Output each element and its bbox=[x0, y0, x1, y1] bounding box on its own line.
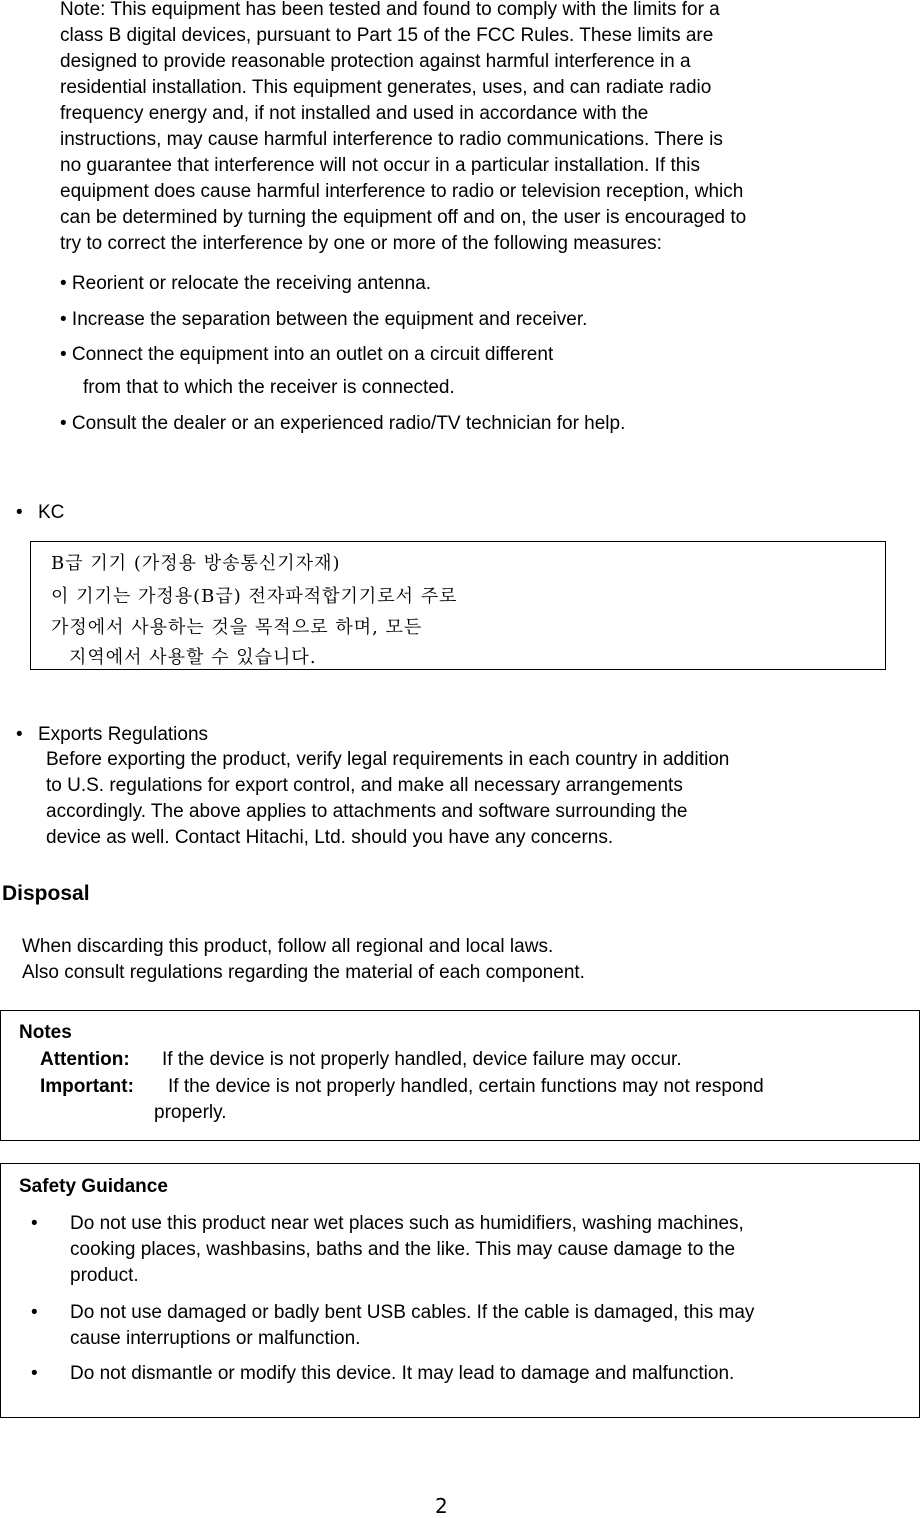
safety-title: Safety Guidance bbox=[19, 1176, 168, 1197]
exports-line: Before exporting the product, verify legal requirements in each country in addition bbox=[46, 749, 730, 770]
kc-notice-box bbox=[30, 541, 886, 670]
exports-paragraph bbox=[46, 747, 729, 851]
fcc-line: try to correct the interference by one or more of the following measures: bbox=[60, 233, 662, 254]
notes-important-text-cont: properly. bbox=[154, 1102, 227, 1123]
fcc-line: class B digital devices, pursuant to Part 15 of the FCC Rules. These limits are bbox=[60, 25, 714, 46]
safety-line: Do not dismantle or modify this device. It may lead to damage and malfunction. bbox=[70, 1363, 735, 1384]
fcc-line: Note: This equipment has been tested and found to comply with the limits for a bbox=[60, 0, 720, 20]
exports-heading: Exports Regulations bbox=[38, 724, 209, 745]
safety-line: product. bbox=[70, 1265, 139, 1286]
kc-line: B급 기기 (가정용 방송통신기자재) bbox=[51, 553, 341, 574]
fcc-note bbox=[60, 0, 746, 257]
notes-title: Notes bbox=[19, 1022, 72, 1043]
fcc-measure: • Connect the equipment into an outlet on a circuit different bbox=[60, 344, 554, 365]
kc-heading: KC bbox=[38, 502, 65, 523]
kc-bullet: • bbox=[16, 502, 23, 523]
disposal-line: When discarding this product, follow all regional and local laws. bbox=[22, 936, 554, 957]
notes-attention-text: If the device is not properly handled, device failure may occur. bbox=[162, 1049, 682, 1070]
fcc-line: equipment does cause harmful interference to radio or television reception, which bbox=[60, 181, 744, 202]
fcc-measure-continuation: from that to which the receiver is connected. bbox=[83, 377, 455, 398]
fcc-line: instructions, may cause harmful interference to radio communications. There is bbox=[60, 129, 723, 150]
fcc-line: residential installation. This equipment generates, uses, and can radiate radio bbox=[60, 77, 712, 98]
exports-line: device as well. Contact Hitachi, Ltd. should you have any concerns. bbox=[46, 827, 614, 848]
notes-important-text: If the device is not properly handled, certain functions may not respond bbox=[168, 1076, 764, 1097]
exports-bullet: • bbox=[16, 724, 23, 745]
notes-important-label: Important: bbox=[40, 1076, 134, 1097]
fcc-line: frequency energy and, if not installed and used in accordance with the bbox=[60, 103, 649, 124]
disposal-line: Also consult regulations regarding the material of each component. bbox=[22, 962, 585, 983]
safety-line: cause interruptions or malfunction. bbox=[70, 1328, 361, 1349]
safety-line: Do not use damaged or badly bent USB cables. If the cable is damaged, this may bbox=[70, 1302, 755, 1323]
bullet-icon: • bbox=[31, 1363, 38, 1384]
notes-box bbox=[0, 1010, 920, 1141]
kc-line: 지역에서 사용할 수 있습니다. bbox=[69, 647, 317, 668]
disposal-heading: Disposal bbox=[2, 882, 90, 905]
bullet-icon: • bbox=[31, 1302, 38, 1323]
bullet-icon: • bbox=[31, 1213, 38, 1234]
notes-attention-label: Attention: bbox=[40, 1049, 130, 1070]
fcc-measure: • Reorient or relocate the receiving antenna. bbox=[60, 273, 432, 294]
kc-line: 가정에서 사용하는 것을 목적으로 하며, 모든 bbox=[51, 617, 423, 638]
page-number: 2 bbox=[435, 1494, 448, 1518]
fcc-line: designed to provide reasonable protection against harmful interference in a bbox=[60, 51, 691, 72]
exports-line: accordingly. The above applies to attachments and software surrounding the bbox=[46, 801, 688, 822]
fcc-measure: • Increase the separation between the equipment and receiver. bbox=[60, 309, 588, 330]
safety-box bbox=[0, 1163, 920, 1418]
fcc-line: can be determined by turning the equipment off and on, the user is encouraged to bbox=[60, 207, 747, 228]
safety-line: cooking places, washbasins, baths and the like. This may cause damage to the bbox=[70, 1239, 736, 1260]
fcc-line: no guarantee that interference will not occur in a particular installation. If this bbox=[60, 155, 701, 176]
safety-line: Do not use this product near wet places such as humidifiers, washing machines, bbox=[70, 1213, 744, 1234]
kc-line: 이 기기는 가정용(B급) 전자파적합기기로서 주로 bbox=[51, 586, 458, 607]
fcc-measure: • Consult the dealer or an experienced radio/TV technician for help. bbox=[60, 413, 626, 434]
disposal-paragraph bbox=[22, 934, 585, 986]
exports-line: to U.S. regulations for export control, and make all necessary arrangements bbox=[46, 775, 683, 796]
